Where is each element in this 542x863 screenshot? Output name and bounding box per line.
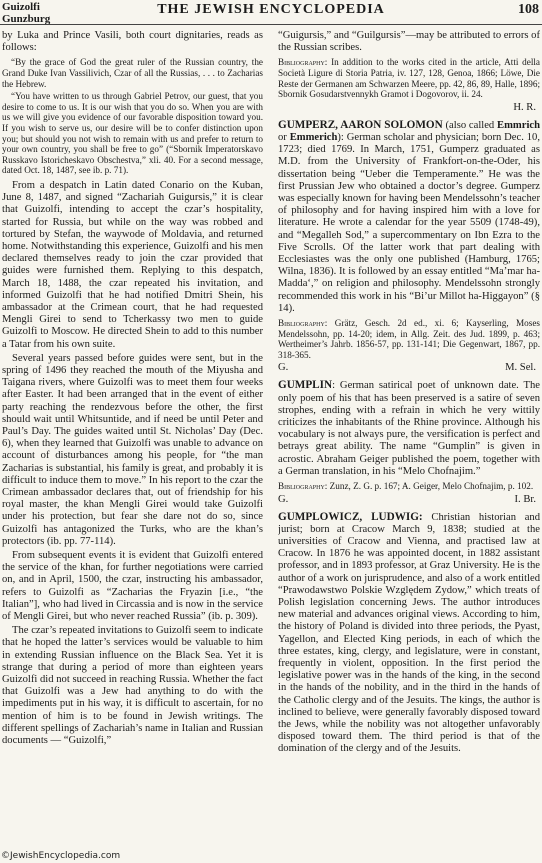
entry-title: GUMPLOWICZ, LUDWIG: [278, 510, 423, 523]
entry-alias-2: Emmerich [289, 131, 338, 143]
bibliography-text: Zunz, Z. G. p. 167; A. Geiger, Melo Chofnajim, p. 102. [329, 481, 534, 492]
author-signature [278, 362, 540, 375]
header-title: THE JEWISH ENCYCLOPEDIA [157, 2, 385, 17]
body-paragraph: Several years passed before guides were sent, but in the spring of 1496 they reached the mouth of the Miyusha and Taigana rivers, where Guizolfi was to meet them four weeks after Easter. It had been arranged that in the event of either party reaching the rendezvous before the other, the first should wait until Whitsuntide, and if need be until Peter and Paul’s Day. The guides waited until St. Nicholas’ Day (Dec. 6), when they learned that Guizolfi was unable to advance on account of disturbances among his people, for “the man Zacharias is substantial, his family is great, and probably it is difficult to induce them to move.” In his report to the czar the Crimean ambassador declares that, out of friendship for his royal master, the khan Mengli Girei would take Guizolfi under his protection, but fear she dare not do so, since Guizolfi has antagonized the Turks, who are the khan’s protectors (ib. pp. 77-114). [2, 352, 263, 547]
bibliography-gumplin [278, 481, 540, 492]
entry-alias-open: (also called [445, 119, 495, 131]
page-number: 108 [518, 2, 539, 17]
signature-initials: M. Sel. [505, 362, 536, 374]
left-column [2, 30, 263, 850]
entry-title: GUMPLIN [278, 379, 333, 392]
entry-gumplowicz [278, 511, 540, 756]
body-paragraph: The czar’s repeated invitations to Guizolfi seem to indicate that he hoped the latter’s services would be valuable to him in extending Russian influence on the Black Sea. Yet it is strange that during a period of more than eighteen years Guizolfi did not succeed in reaching Russia. Whether the fact that Guizolfi was a Jew had anything to do with the impediments put in his way, it is difficult to ascertain, for no mention of him is to be found in Jewish writings. The different spellings of Zachariah’s name in Italian and Russian documents — “Guizolfi,” [2, 625, 263, 747]
entry-text: German scholar and physician; born Dec. 10, 1723; died 1769. In March, 1751, Gumperz graduated as M.D. from the University of Frankfort-on-the-Oder, his dissertation being “Ueber die Temperamente.” He was the first Prussian Jew who obtained a doctor’s degree. Gumperz was especially known for having been Mendelssohn’s teacher of philosophy and for having inspired him with a love for literature. He wrote a calendar for the year 5509 (1748-49), and “Megalleh Sod,” a supercommentary on Ibn Ezra to the Five Scrolls. Of the latter work that part dealing with Ecclesiastes was the only one published (Hamburg, 1765; Wilna, 1836). It is followed by an essay entitled “Ma’mar ha-Madda‘,” on religion and philosophy. Mendelssohn strongly recommended this work in his “Bi’ur Millot ha-Higgayon” (§ 14). [278, 131, 540, 314]
body-paragraph: From subsequent events it is evident that Guizolfi entered the service of the khan, for further negotiations were carried on, and in April, 1500, the czar, instructing his ambassador, refers to Guizolfi as “Zacharias the Fryazin [i.e., “the Italian”], who had lived in Circassia and is now in the service of Mengli Girei, but who never reached Russia” (ib. p. 309). [2, 550, 263, 623]
bibliography-gumperz [278, 318, 540, 360]
signature-initials: H. R. [513, 101, 536, 113]
site-watermark [1, 851, 120, 861]
author-signature [278, 102, 540, 115]
watermark-text: JewishEncyclopedia.com [10, 851, 121, 861]
intro-text: by Luka and Prince Vasili, both court dignitaries, reads as follows: [2, 30, 263, 54]
body-paragraph: From a despatch in Latin dated Conario on the Kuban, June 8, 1487, and signed “Zachariah Guigursis,” it is clear that Guizolfi, intending to accept the czar’s hospitality, started for Russia, but while on the way was robbed and tortured by Stefan, the waywode of Moldavia, and returned home. Notwithstanding this experience, Guizolfi and his men declared themselves ready to join the czar provided that guides were furnished them. Replying to this despatch, March 18, 1488, the czar repeated his invitation, and informed Guizolfi that he had notified Dmitri Shein, his ambassador at the Crimean court, that he had requested Mengli Girei to send to Tcherkassy two men to guide Guizolfi to Moscow. He directed Shein to add to this number a Tatar from his own suite. [2, 179, 263, 350]
entry-gumplin: GUMPLIN: German satirical poet of unknown date. The only poem of his that has been preserved is a satire of seven strophes, ending with a refrain in which he very wittily criticizes the inhabitants of the Rhine province. Although his vocabulary is not always pure, the versification is perfect and betrays great ability. The name “Gumplin” is given in acrostic. Abraham Geiger published the poem, together with a German translation, in his “Melo Chofnajim.” [278, 379, 540, 477]
bibliography-label: Bibliography: [278, 481, 328, 492]
entry-alias-or: or [278, 131, 287, 143]
entry-title: GUMPERZ, AARON SOLOMON [278, 118, 443, 131]
signature-initial-left: G. [278, 493, 289, 505]
signature-initial-left: G. [278, 362, 289, 374]
header-rule [0, 24, 542, 25]
right-column [278, 30, 540, 850]
guide-word-first: Guizolfi [2, 1, 40, 13]
entry-text: German satirical poet of unknown date. The only poem of his that has been preserved is a satire of seven strophes, ending with a refrain in which he very wittily criticizes the inhabitants of the Rhine province. Although his vocabulary is not always pure, the versification is perfect and betrays great ability. The name “Gumplin” is given in acrostic. Abraham Geiger published the poem, together with a German translation, in his “Melo Chofnajim.” [278, 380, 540, 477]
bibliography-text: In addition to the works cited in the article, Atti della Società Ligure di Storia Patria, iv. 127, 128, Genoa, 1866; Löwe, Die Reste der Germanen am Schwarzen Meere, pp. 42, 86, 89, Halle, 1896; Sbornik Gosudarstvennykh Gramot i Dogovorov, ii. 24. [278, 57, 540, 100]
bibliography-label: Bibliography: [278, 57, 328, 68]
quote-paragraph: “By the grace of God the great ruler of the Russian country, the Grand Duke Ivan Vassilivich, Czar of all the Russias, . . . to Zacharias the Hebrew. [2, 57, 263, 89]
author-signature [278, 494, 540, 507]
entry-gumperz [278, 119, 540, 315]
signature-initials: I. Br. [514, 493, 536, 505]
guide-word-last: Gunzburg [2, 13, 51, 25]
running-header [0, 0, 542, 32]
entry-text: Christian historian and jurist; born at Cracow March 9, 1838; studied at the universities of Cracow and Vienna, and practised law at Cracow. In 1876 he was appointed docent, in 1882 assistant professor, and in 1893 professor, at Graz University. He is the author of a work on jurisprudence, and also of a work entitled “Prawodawstwo Polskie Względem Zydow,” which treats of Polish legislation concerning Jews. The author introduces new material and advances original views. According to him, the history of Poland is divided into three periods, the Pyast, Yagellon, and Elected King periods, in each of which the three estates, king, clergy, and legislature, were in constant, frequently in violent, opposition. In the first period the legislative power was in the hands of the king, in the second in the hands of the nobility, and in the third in the hands of the Catholic clergy and of the Jesuits. The kings, the author is inclined to believe, were generally favorably disposed toward the Jews, while the nobility was not altogether unfavorably disposed toward them. The third period is that of the domination of the clergy and of the Jesuits. [278, 511, 540, 755]
continuation-text: “Guigursis,” and “Guilgursis”—may be attributed to errors of the Russian scribes. [278, 30, 540, 54]
entry-alias: Emmrich [497, 119, 540, 131]
quote-paragraph: “You have written to us through Gabriel Petrov, our guest, that you desire to come to us. It is our wish that you do so. When you are with us we will give you evidence of our favorable disposition toward you. If you wish to serve us, our desire will be to confer distinction upon you; but should you not wish to remain with us and prefer to return to your own country, you shall be free to go” (“Sbornik Imperatorskavo Russkavo Istoricheskavo Obschestva,” xli. 40. For a second message, dated Oct. 18, 1487, see ib. p. 71). [2, 91, 263, 176]
entry-alias-close: ): [337, 131, 344, 143]
czar-letter-quote [2, 57, 263, 176]
bibliography-guizolfi [278, 57, 540, 99]
bibliography-label: Bibliography: [278, 318, 328, 329]
bibliography-text: Grätz, Gesch. 2d ed., xi. 6; Kayserling, Moses Mendelssohn, pp. 14-20; idem, in Allg. Zeit. des Jud. 1899, p. 463; Wertheimer’s Jahrb. 1856-57, pp. 131-141; Die Gegenwart, 1867, pp. 318-365. [278, 318, 540, 360]
copyright-icon: © [1, 851, 10, 861]
